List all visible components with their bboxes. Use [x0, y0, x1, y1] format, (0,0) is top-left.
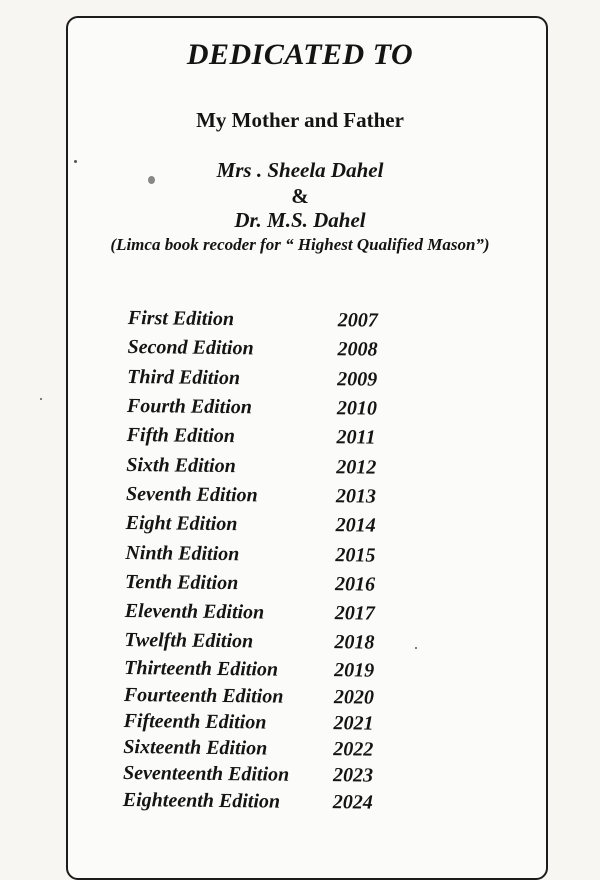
edition-row: [125, 568, 425, 600]
edition-name: Second Edition: [127, 336, 254, 360]
edition-name: Eighteenth Edition: [122, 788, 281, 813]
edition-year: 2009: [337, 367, 378, 391]
edition-name: Ninth Edition: [125, 541, 240, 565]
scan-speck: [40, 398, 42, 400]
edition-name: Seventh Edition: [125, 482, 258, 507]
edition-name: Seventeenth Edition: [122, 762, 290, 787]
edition-year: 2020: [333, 685, 375, 709]
edition-year: 2021: [333, 711, 374, 735]
edition-year: 2010: [336, 397, 378, 420]
scan-speck: [74, 160, 77, 163]
edition-name: First Edition: [127, 307, 235, 331]
limca-note: (Limca book recoder for “ Highest Qualified Mason”): [110, 235, 490, 254]
edition-year: 2023: [332, 764, 374, 787]
edition-name: Fifth Edition: [126, 424, 236, 448]
edition-year: 2013: [335, 485, 377, 508]
ampersand: &: [291, 184, 309, 208]
dedicatee-line: My Mother and Father: [196, 108, 404, 132]
edition-year: 2007: [337, 309, 378, 332]
edition-year: 2012: [336, 455, 377, 479]
edition-row: [123, 708, 423, 737]
edition-year: 2014: [335, 514, 376, 537]
edition-year: 2022: [333, 738, 374, 761]
edition-row: [124, 626, 424, 658]
edition-row: [123, 787, 423, 816]
mother-name: Mrs . Sheela Dahel: [216, 158, 384, 182]
edition-year: 2016: [334, 572, 376, 596]
father-name: Dr. M.S. Dahel: [234, 208, 366, 232]
edition-name: Fifteenth Edition: [123, 709, 267, 734]
edition-name: Fourteenth Edition: [123, 683, 284, 708]
edition-row: [126, 509, 426, 541]
edition-row: [125, 597, 425, 629]
edition-row: [126, 450, 426, 482]
edition-year: 2018: [334, 631, 375, 655]
edition-row: [126, 480, 426, 512]
scan-speck: [415, 647, 417, 649]
edition-year: 2017: [334, 602, 375, 625]
edition-row: [123, 734, 423, 763]
edition-year: 2019: [334, 659, 375, 682]
edition-list: [123, 304, 428, 816]
edition-year: 2015: [335, 543, 376, 567]
edition-row: [128, 304, 428, 336]
edition-year: 2024: [332, 790, 373, 814]
edition-row: [127, 333, 427, 365]
edition-row: [125, 538, 425, 570]
edition-row: [127, 363, 427, 395]
edition-row: [127, 392, 427, 424]
edition-name: Twelfth Edition: [124, 629, 254, 653]
edition-year: 2008: [337, 338, 378, 362]
edition-row: [124, 682, 424, 711]
edition-name: Eleventh Edition: [124, 600, 265, 624]
edition-row: [126, 421, 426, 453]
edition-name: Sixteenth Edition: [123, 736, 268, 760]
edition-name: Tenth Edition: [124, 570, 239, 594]
edition-name: Thirteenth Edition: [124, 657, 279, 681]
edition-row: [123, 761, 423, 790]
edition-name: Third Edition: [127, 365, 241, 389]
scan-speck: [148, 176, 155, 184]
edition-name: Eight Edition: [125, 512, 238, 536]
edition-name: Fourth Edition: [126, 395, 253, 419]
edition-name: Sixth Edition: [126, 453, 236, 477]
dedication-heading: DEDICATED TO: [186, 38, 414, 71]
edition-year: 2011: [336, 426, 376, 449]
edition-row: [124, 656, 424, 685]
